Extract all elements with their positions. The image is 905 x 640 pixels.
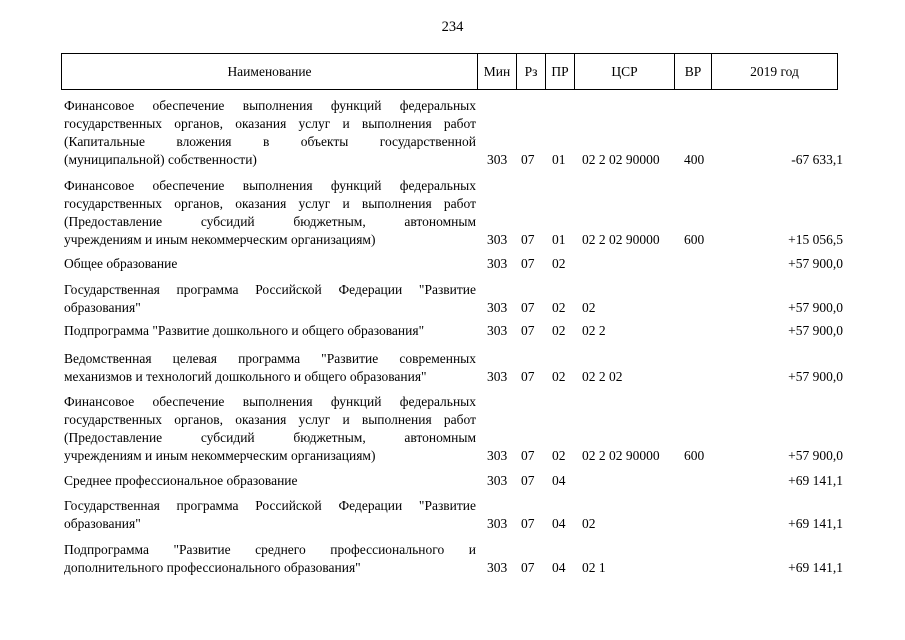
row-value: +57 900,0 [788, 323, 843, 338]
row-value: +57 900,0 [788, 256, 843, 271]
row-name [64, 97, 476, 169]
row-rz: 07 [521, 473, 535, 488]
row-name-line: (Капитальные вложения в объекты государственной [64, 134, 476, 149]
row-csr: 02 [582, 516, 596, 531]
page-number: 234 [441, 19, 464, 35]
header-vr: ВР [675, 54, 712, 90]
row-pr: 02 [552, 300, 566, 315]
row-rz: 07 [521, 369, 535, 384]
row-value: -67 633,1 [791, 152, 843, 167]
row-name [64, 497, 476, 533]
row-name-line: Финансовое обеспечение выполнения функций федеральных [64, 178, 476, 193]
row-name-line: (Предоставление субсидий бюджетным, автономным [64, 214, 476, 229]
row-csr: 02 1 [582, 560, 606, 575]
row-name-line: государственных органов, оказания услуг и выполнения работ [64, 116, 476, 131]
row-rz: 07 [521, 232, 535, 247]
row-name-line: учреждениям и иным некоммерческим организациям) [64, 232, 376, 247]
row-value: +57 900,0 [788, 448, 843, 463]
row-min: 303 [487, 323, 508, 338]
row-value: +69 141,1 [788, 516, 843, 531]
header-csr: ЦСР [575, 54, 675, 90]
row-pr: 02 [552, 448, 566, 463]
row-name-line: государственных органов, оказания услуг и выполнения работ [64, 412, 476, 427]
row-name-line: дополнительного профессионального образования" [64, 560, 361, 575]
row-min: 303 [487, 232, 508, 247]
row-name-line: Государственная программа Российской Федерации "Развитие [64, 282, 476, 297]
row-name [64, 281, 476, 317]
row-vr: 600 [684, 232, 705, 247]
row-rz: 07 [521, 300, 535, 315]
row-csr: 02 [582, 300, 596, 315]
row-min: 303 [487, 369, 508, 384]
row-rz: 07 [521, 256, 535, 271]
row-name-line: (Предоставление субсидий бюджетным, автономным [64, 430, 476, 445]
row-min: 303 [487, 516, 508, 531]
row-vr: 600 [684, 448, 705, 463]
row-rz: 07 [521, 516, 535, 531]
row-value: +57 900,0 [788, 300, 843, 315]
row-rz: 07 [521, 448, 535, 463]
row-name-line: учреждениям и иным некоммерческим организациям) [64, 448, 376, 463]
header-pr: ПР [546, 54, 575, 90]
row-name-line: государственных органов, оказания услуг и выполнения работ [64, 196, 476, 211]
row-name-line: Подпрограмма "Развитие дошкольного и общего образования" [64, 323, 425, 338]
header-name: Наименование [62, 54, 478, 90]
row-vr: 400 [684, 152, 705, 167]
row-csr: 02 2 [582, 323, 606, 338]
row-name-line: образования" [64, 516, 141, 531]
row-pr: 01 [552, 232, 566, 247]
row-name-line: Среднее профессиональное образование [64, 473, 298, 488]
row-min: 303 [487, 256, 508, 271]
row-name [64, 541, 476, 577]
row-name [64, 393, 476, 465]
row-pr: 04 [552, 473, 566, 488]
row-csr: 02 2 02 90000 [582, 152, 660, 167]
row-pr: 02 [552, 323, 566, 338]
header-year: 2019 год [712, 54, 838, 90]
row-value: +15 056,5 [788, 232, 843, 247]
row-value: +69 141,1 [788, 560, 843, 575]
row-name-line: Ведомственная целевая программа "Развитие современных [64, 351, 476, 366]
row-csr: 02 2 02 [582, 369, 623, 384]
row-pr: 02 [552, 256, 566, 271]
row-name-line: Финансовое обеспечение выполнения функций федеральных [64, 394, 476, 409]
row-rz: 07 [521, 560, 535, 575]
header-min: Мин [478, 54, 517, 90]
row-name-line: Финансовое обеспечение выполнения функций федеральных [64, 98, 476, 113]
row-name-line: (муниципальной) собственности) [64, 152, 257, 167]
row-csr: 02 2 02 90000 [582, 232, 660, 247]
row-rz: 07 [521, 152, 535, 167]
row-value: +57 900,0 [788, 369, 843, 384]
row-pr: 04 [552, 516, 566, 531]
row-name-line: Общее образование [64, 256, 178, 271]
row-name-line: образования" [64, 300, 141, 315]
row-min: 303 [487, 300, 508, 315]
row-rz: 07 [521, 323, 535, 338]
row-min: 303 [487, 473, 508, 488]
row-csr: 02 2 02 90000 [582, 448, 660, 463]
row-name-line: механизмов и технологий дошкольного и общего образования" [64, 369, 427, 384]
row-pr: 02 [552, 369, 566, 384]
row-name [64, 255, 476, 273]
row-name [64, 322, 476, 340]
row-name [64, 177, 476, 249]
row-min: 303 [487, 448, 508, 463]
row-name-line: Государственная программа Российской Федерации "Развитие [64, 498, 476, 513]
row-pr: 04 [552, 560, 566, 575]
row-value: +69 141,1 [788, 473, 843, 488]
row-name [64, 350, 476, 386]
row-name-line: Подпрограмма "Развитие среднего профессионального и [64, 542, 476, 557]
header-rz: Рз [517, 54, 546, 90]
row-min: 303 [487, 152, 508, 167]
row-min: 303 [487, 560, 508, 575]
row-pr: 01 [552, 152, 566, 167]
row-name [64, 472, 476, 490]
